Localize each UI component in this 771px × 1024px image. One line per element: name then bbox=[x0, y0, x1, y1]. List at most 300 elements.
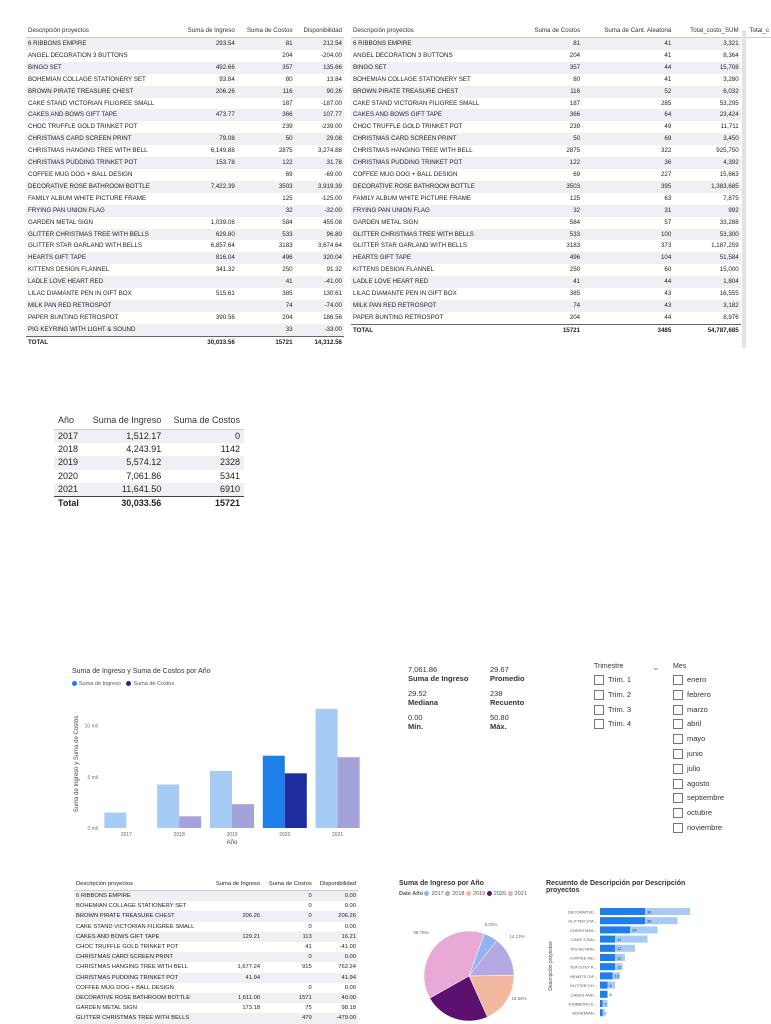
category-label: CAKES AND... bbox=[570, 992, 597, 998]
table-cell: 43 bbox=[582, 300, 673, 312]
table-row[interactable] bbox=[351, 50, 771, 62]
bar-value bbox=[600, 926, 630, 933]
column-header[interactable]: Suma de Cant. Aleatoria bbox=[582, 24, 673, 38]
checkbox[interactable] bbox=[673, 675, 683, 685]
pie-legend-dot bbox=[487, 891, 492, 896]
table-row[interactable] bbox=[26, 288, 344, 300]
checkbox[interactable] bbox=[673, 764, 683, 774]
table-cell: 44 bbox=[664, 313, 672, 321]
table-row[interactable] bbox=[54, 470, 244, 483]
column-header[interactable]: Suma de Costos bbox=[262, 878, 314, 891]
bar-value bbox=[600, 908, 645, 915]
table-cell: COFFEE MUG DOG + BALL DESIGN bbox=[28, 170, 133, 178]
trimestre-option-label: Trim. 1 bbox=[608, 675, 632, 684]
category-label: CHRISTMAS... bbox=[570, 927, 597, 933]
table-cell: 357 bbox=[237, 62, 295, 74]
table-cell: LILAC DIAMANTE PEN IN GIFT BOX bbox=[28, 290, 132, 298]
table-row[interactable] bbox=[26, 217, 344, 229]
trimestre-option[interactable] bbox=[594, 703, 664, 718]
table-row[interactable] bbox=[26, 276, 344, 288]
table-cell bbox=[177, 121, 236, 133]
total-cell: 15721 bbox=[518, 324, 582, 338]
table-cell: 239 bbox=[282, 123, 293, 131]
mes-option-label: noviembre bbox=[687, 822, 723, 832]
table-cell: 41 bbox=[582, 38, 673, 50]
table-cell: 1,187,259 bbox=[711, 242, 739, 250]
table-row[interactable] bbox=[351, 264, 771, 276]
mes-option[interactable] bbox=[673, 791, 763, 806]
table-row[interactable] bbox=[351, 145, 771, 157]
kpi-value: 238 bbox=[490, 689, 503, 698]
table-row[interactable] bbox=[26, 157, 344, 169]
table-row[interactable] bbox=[74, 932, 358, 942]
table-row[interactable] bbox=[74, 962, 358, 972]
mes-option[interactable] bbox=[673, 821, 763, 836]
checkbox[interactable] bbox=[594, 675, 604, 685]
table-cell: CHOC TRUFFLE GOLD TRINKET POT bbox=[353, 123, 463, 131]
table-cell: 41 bbox=[518, 276, 582, 288]
table-row[interactable] bbox=[74, 911, 358, 921]
category-label: HEARTS GIF... bbox=[570, 973, 597, 979]
table-cell: 515.61 bbox=[215, 290, 235, 298]
table-cell: 6,032 bbox=[673, 86, 740, 98]
table-cell: MILK PAN RED RETROSPOT bbox=[351, 300, 518, 312]
table-row[interactable] bbox=[74, 993, 358, 1003]
table-cell: 107.77 bbox=[295, 109, 344, 121]
table-row[interactable] bbox=[54, 456, 244, 469]
table-cell: 0.00 bbox=[314, 891, 358, 902]
table-cell: 533 bbox=[237, 229, 295, 241]
table-cell: ANGEL DECORATION 3 BUTTONS bbox=[28, 51, 128, 59]
table-cell: 373 bbox=[660, 242, 672, 250]
category-label: CAKE STAN... bbox=[571, 937, 597, 943]
mes-option[interactable] bbox=[673, 732, 763, 747]
trimestre-option-label: Trim. 3 bbox=[608, 704, 632, 714]
column-header[interactable]: Descripción proyectos bbox=[74, 878, 209, 891]
ingreso-costos-header-row bbox=[26, 24, 344, 38]
table-cell bbox=[209, 901, 262, 911]
table-row[interactable] bbox=[26, 169, 344, 181]
table-row[interactable] bbox=[351, 300, 771, 312]
bar-costos-2021 bbox=[338, 757, 360, 828]
table-row[interactable] bbox=[26, 121, 344, 133]
table-row[interactable] bbox=[26, 181, 344, 193]
table-row[interactable] bbox=[26, 38, 344, 50]
table-row[interactable] bbox=[74, 1003, 358, 1013]
table-cell: 23,424 bbox=[673, 109, 740, 121]
table-cell: 3,182 bbox=[673, 300, 740, 312]
table-cell: 204 bbox=[282, 313, 293, 321]
column-header[interactable]: Disponibilidad bbox=[295, 24, 344, 38]
table-row[interactable] bbox=[26, 264, 344, 276]
count-bar-visual[interactable] bbox=[546, 880, 746, 1024]
table-cell: 2875 bbox=[278, 147, 293, 155]
table-cell: 7,422.39 bbox=[177, 181, 236, 193]
table-row[interactable] bbox=[351, 217, 771, 229]
column-header[interactable]: Año bbox=[54, 411, 84, 430]
year-summary-table[interactable] bbox=[54, 411, 244, 511]
pie-legend-dot bbox=[466, 891, 471, 896]
table-row[interactable] bbox=[351, 157, 771, 169]
table-row[interactable] bbox=[351, 276, 771, 288]
table-cell: FAMILY ALBUM WHITE PICTURE FRAME bbox=[353, 194, 472, 202]
table-cell: BOHEMIAN COLLAGE STATIONERY SET bbox=[353, 75, 471, 83]
table-cell: 13.84 bbox=[326, 75, 342, 83]
mes-option[interactable] bbox=[673, 688, 763, 703]
table-cell bbox=[177, 50, 236, 62]
bar-value bbox=[600, 936, 615, 943]
kpi-label: Máx. bbox=[490, 722, 507, 731]
table-cell: FRYING PAN UNION FLAG bbox=[26, 205, 177, 217]
table-cell: 1,512.17 bbox=[84, 430, 165, 444]
table-row[interactable] bbox=[351, 181, 771, 193]
mes-option[interactable] bbox=[673, 717, 763, 732]
category-label: DECORATIVE... bbox=[567, 909, 597, 915]
pie-legend-dot bbox=[508, 891, 513, 896]
table-row[interactable] bbox=[351, 86, 771, 98]
table-cell: CAKES AND BOWS GIFT TAPE bbox=[74, 932, 209, 942]
bar-value bbox=[600, 972, 613, 979]
mes-slicer[interactable] bbox=[673, 663, 763, 836]
mes-option[interactable] bbox=[673, 762, 763, 777]
x-tick-label: 2021 bbox=[332, 832, 344, 838]
table-cell: -187.00 bbox=[321, 99, 342, 107]
table-row[interactable] bbox=[351, 229, 771, 241]
table-row[interactable] bbox=[74, 942, 358, 952]
column-header[interactable]: Disponibilidad bbox=[314, 878, 358, 891]
costos-cantidad-header-row bbox=[351, 24, 771, 38]
table-cell: 473.77 bbox=[177, 109, 236, 121]
table-row[interactable] bbox=[351, 38, 771, 50]
pie-chart-visual[interactable] bbox=[399, 880, 539, 1024]
kpi-label: Mín. bbox=[408, 722, 423, 731]
table-scrollbar[interactable] bbox=[742, 30, 746, 348]
table-cell: 69 bbox=[582, 133, 673, 145]
column-header[interactable]: Suma de Ingreso bbox=[84, 411, 165, 430]
table-row[interactable] bbox=[351, 133, 771, 145]
kpi-card bbox=[408, 665, 588, 745]
table-cell: 41 bbox=[305, 944, 312, 951]
table-cell: 186.56 bbox=[323, 313, 342, 321]
table-cell: GARDEN METAL SIGN bbox=[28, 218, 93, 226]
column-header[interactable]: Total_c bbox=[741, 24, 771, 38]
table-cell: 357 bbox=[518, 62, 582, 74]
table-cell: 135.66 bbox=[295, 62, 344, 74]
mes-option-label: julio bbox=[687, 763, 701, 773]
table-cell: 113 bbox=[262, 932, 314, 942]
table-cell: 227 bbox=[660, 170, 672, 178]
checkbox[interactable] bbox=[594, 690, 604, 700]
table-cell: 2019 bbox=[54, 456, 84, 469]
table-cell: CAKE STAND VICTORIAN FILIGREE SMALL bbox=[76, 923, 195, 930]
y-axis-title: Suma de Ingreso y Suma de Costos bbox=[74, 715, 80, 813]
table-cell: 81 bbox=[237, 38, 295, 50]
trimestre-option[interactable] bbox=[594, 717, 664, 732]
mes-option-label: agosto bbox=[687, 778, 710, 788]
table-cell: 41 bbox=[664, 75, 672, 83]
table-cell: BINGO SET bbox=[351, 62, 518, 74]
checkbox[interactable] bbox=[673, 690, 683, 700]
table-row[interactable] bbox=[351, 288, 771, 300]
table-cell: 11,641.50 bbox=[84, 483, 165, 497]
bar-value bbox=[600, 963, 615, 970]
table-row[interactable] bbox=[26, 193, 344, 205]
bar-value bbox=[600, 1009, 603, 1016]
table-cell: -32.00 bbox=[295, 205, 344, 217]
trimestre-option[interactable] bbox=[594, 688, 664, 703]
column-header[interactable]: Suma de Ingreso bbox=[177, 24, 236, 38]
filtered-projects-table[interactable] bbox=[74, 878, 358, 1024]
table-row[interactable] bbox=[54, 430, 244, 444]
column-header[interactable]: Descripción proyectos bbox=[26, 24, 177, 38]
table-cell: CHRISTMAS PUDDING TRINKET POT bbox=[74, 973, 209, 983]
table-cell: 116 bbox=[518, 86, 582, 98]
table-cell: 584 bbox=[569, 218, 581, 226]
table-cell: 1,677.24 bbox=[237, 964, 261, 971]
table-row[interactable] bbox=[351, 205, 771, 217]
ingreso-costos-table[interactable] bbox=[26, 24, 344, 350]
table-row[interactable] bbox=[26, 252, 344, 264]
table-row[interactable] bbox=[26, 50, 344, 62]
category-label: PIG KEYRIN... bbox=[570, 946, 597, 952]
table-cell: 0 bbox=[308, 903, 312, 910]
table-cell: 250 bbox=[282, 266, 293, 274]
table-cell: LADLE LOVE HEART RED bbox=[351, 276, 518, 288]
table-row[interactable] bbox=[54, 483, 244, 497]
column-header[interactable]: Total_costo_SUM bbox=[673, 24, 740, 38]
table-cell: 2018 bbox=[58, 444, 79, 455]
table-cell: 41.94 bbox=[209, 973, 262, 983]
mes-option[interactable] bbox=[673, 806, 763, 821]
column-header[interactable]: Suma de Costos bbox=[237, 24, 295, 38]
count-bar-svg bbox=[546, 906, 746, 1024]
table-cell: HEARTS GIFT TAPE bbox=[351, 252, 518, 264]
table-row[interactable] bbox=[351, 109, 771, 121]
x-tick-label: 2018 bbox=[173, 832, 185, 838]
table-cell: 0.00 bbox=[344, 923, 356, 930]
mes-option[interactable] bbox=[673, 777, 763, 792]
table-cell: 3,919.39 bbox=[295, 181, 344, 193]
table-cell: GLITTER CHRISTMAS TREE WITH BELLS bbox=[351, 229, 518, 241]
table-row[interactable] bbox=[74, 983, 358, 993]
table-row[interactable] bbox=[351, 121, 771, 133]
table-row[interactable] bbox=[26, 240, 344, 252]
table-row[interactable] bbox=[351, 252, 771, 264]
checkbox[interactable] bbox=[594, 719, 604, 729]
table-cell: -41.00 bbox=[339, 944, 356, 951]
chevron-down-icon[interactable]: ⌄ bbox=[652, 662, 660, 672]
table-cell bbox=[177, 98, 236, 110]
table-row[interactable] bbox=[26, 229, 344, 241]
table-cell: 4,392 bbox=[673, 157, 740, 169]
table-row[interactable] bbox=[26, 74, 344, 86]
trimestre-option[interactable] bbox=[594, 673, 664, 688]
table-row[interactable] bbox=[74, 901, 358, 911]
count-chart-title: Recuento de Descripción por Descripción proyectos bbox=[546, 880, 686, 894]
table-cell: 122 bbox=[237, 157, 295, 169]
table-row[interactable] bbox=[26, 62, 344, 74]
table-cell: COFFEE MUG DOG + BALL DESIGN bbox=[76, 984, 174, 991]
mes-option-label: marzo bbox=[687, 704, 708, 714]
table-cell: 925,750 bbox=[716, 147, 739, 155]
pie-chart-title: Suma de Ingreso por Año bbox=[399, 880, 484, 887]
table-row[interactable] bbox=[26, 300, 344, 312]
category-label: TEA COSY R... bbox=[569, 964, 597, 970]
y-tick-label: 0 mil bbox=[87, 826, 98, 832]
checkbox[interactable] bbox=[673, 749, 683, 759]
table-cell: ANGEL DECORATION 3 BUTTONS bbox=[353, 51, 453, 59]
bar-chart-svg bbox=[72, 692, 372, 857]
table-cell: 385 bbox=[569, 290, 581, 298]
table-row[interactable] bbox=[26, 324, 344, 336]
table-cell: 341.32 bbox=[215, 266, 235, 274]
column-header[interactable]: Suma de Ingreso bbox=[209, 878, 262, 891]
table-cell: 629.80 bbox=[177, 229, 236, 241]
pie-legend-dot bbox=[445, 891, 450, 896]
costos-table-viewport[interactable] bbox=[351, 24, 769, 350]
table-cell: 130.61 bbox=[323, 290, 342, 298]
total-cell: 54,787,685 bbox=[673, 324, 740, 338]
bar-value bbox=[600, 991, 608, 998]
table-cell: PAPER BUNTING RETROSPOT bbox=[28, 313, 119, 321]
bar-value bbox=[600, 945, 615, 952]
table-cell: -239.00 bbox=[321, 123, 342, 131]
column-header[interactable]: Descripción proyectos bbox=[351, 24, 518, 38]
checkbox[interactable] bbox=[673, 719, 683, 729]
table-row[interactable] bbox=[74, 952, 358, 962]
mes-option[interactable] bbox=[673, 673, 763, 688]
kpi-mín- bbox=[408, 713, 423, 731]
table-cell: CHRISTMAS HANGING TREE WITH BELL bbox=[76, 964, 188, 971]
table-row[interactable] bbox=[74, 973, 358, 983]
table-cell: 32 bbox=[518, 205, 582, 217]
table-row[interactable] bbox=[351, 62, 771, 74]
table-row[interactable] bbox=[351, 193, 771, 205]
table-cell: CHRISTMAS PUDDING TRINKET POT bbox=[26, 157, 177, 169]
bar-chart-visual[interactable] bbox=[72, 668, 372, 858]
table-cell: CHRISTMAS CARD SCREEN PRINT bbox=[351, 133, 518, 145]
table-cell: 7,875 bbox=[723, 194, 739, 202]
table-cell bbox=[209, 922, 262, 932]
table-cell: 50 bbox=[237, 133, 295, 145]
table-cell: 1142 bbox=[220, 444, 240, 455]
table-row[interactable] bbox=[351, 240, 771, 252]
table-cell: 81 bbox=[518, 38, 582, 50]
data-label: 2 bbox=[604, 1010, 607, 1016]
y-axis-title: Descripción proyectos bbox=[548, 941, 554, 991]
checkbox[interactable] bbox=[673, 779, 683, 789]
table-cell: 204 bbox=[282, 51, 293, 59]
table-cell: 33 bbox=[237, 324, 295, 336]
table-cell: 455.08 bbox=[323, 218, 342, 226]
total-cell: TOTAL bbox=[26, 336, 177, 350]
pie-legend-label: 2020 bbox=[493, 891, 508, 897]
data-label: 6 bbox=[609, 992, 612, 998]
table-row[interactable] bbox=[26, 98, 344, 110]
checkbox[interactable] bbox=[673, 823, 683, 833]
table-cell: 91.32 bbox=[326, 266, 342, 274]
table-cell bbox=[177, 276, 236, 288]
data-label: 12 bbox=[617, 946, 622, 952]
table-cell: -33.00 bbox=[295, 324, 344, 336]
checkbox[interactable] bbox=[594, 705, 604, 715]
table-row[interactable] bbox=[26, 205, 344, 217]
checkbox[interactable] bbox=[673, 793, 683, 803]
y-tick-label: 10 mil bbox=[84, 723, 98, 730]
legend-dot-costos bbox=[126, 681, 131, 686]
table-row[interactable] bbox=[26, 109, 344, 121]
checkbox[interactable] bbox=[673, 808, 683, 818]
table-row[interactable] bbox=[351, 312, 771, 324]
table-row[interactable] bbox=[26, 86, 344, 98]
checkbox[interactable] bbox=[673, 705, 683, 715]
bar-costos-2020 bbox=[285, 773, 307, 828]
x-tick-label: 2019 bbox=[226, 832, 238, 838]
table-cell: CHOC TRUFFLE GOLD TRINKET POT bbox=[28, 123, 138, 131]
table-cell: 293.54 bbox=[177, 38, 236, 50]
bar-ingreso-2018 bbox=[157, 785, 179, 828]
table-cell: 204 bbox=[569, 313, 581, 321]
column-header[interactable]: Suma de Costos bbox=[518, 24, 582, 38]
table-row[interactable] bbox=[351, 169, 771, 181]
table-cell: 3503 bbox=[518, 181, 582, 193]
table-cell: KITTENS DESIGN FLANNEL bbox=[353, 266, 435, 274]
bar-ingreso-2021 bbox=[316, 709, 338, 828]
kpi-value: 29.52 bbox=[408, 689, 427, 698]
table-cell: 3,274.88 bbox=[317, 147, 342, 155]
x-tick-label: 2020 bbox=[279, 832, 291, 838]
bar-ingreso-2019 bbox=[210, 771, 232, 828]
table-row[interactable] bbox=[54, 443, 244, 456]
total-row bbox=[54, 497, 244, 512]
pie-legend-label: 2019 bbox=[473, 891, 487, 897]
year-summary-header-row bbox=[54, 411, 244, 430]
table-row[interactable] bbox=[74, 891, 358, 902]
table-cell: 75 bbox=[305, 1005, 312, 1012]
table-row[interactable] bbox=[351, 74, 771, 86]
table-cell: 1,611.00 bbox=[209, 993, 262, 1003]
table-cell: 0 bbox=[308, 984, 312, 991]
table-cell: 90.26 bbox=[295, 86, 344, 98]
table-cell: 69 bbox=[285, 170, 293, 178]
table-cell: COFFEE MUG DOG + BALL DESIGN bbox=[353, 170, 458, 178]
table-cell: 125 bbox=[282, 194, 293, 202]
table-cell: 206.26 bbox=[209, 911, 262, 921]
table-cell: 15,708 bbox=[673, 62, 740, 74]
trimestre-slicer[interactable] bbox=[594, 663, 664, 732]
data-label: 36 bbox=[647, 918, 652, 924]
total-cell: 15721 bbox=[165, 497, 244, 512]
table-row[interactable] bbox=[26, 145, 344, 157]
data-label: 24 bbox=[632, 927, 637, 933]
mes-option[interactable] bbox=[673, 703, 763, 718]
table-row[interactable] bbox=[74, 922, 358, 932]
pie-legend-label: 2021 bbox=[514, 891, 527, 897]
kpi-value: 7,061.86 bbox=[408, 665, 438, 674]
table-row[interactable] bbox=[26, 312, 344, 324]
checkbox[interactable] bbox=[673, 734, 683, 744]
table-row[interactable] bbox=[351, 98, 771, 110]
table-cell: 285 bbox=[660, 99, 672, 107]
data-label: 36 bbox=[647, 909, 652, 915]
bar-chart-legend bbox=[72, 681, 372, 687]
column-header[interactable]: Suma de Costos bbox=[165, 411, 244, 430]
costos-cantidad-table[interactable] bbox=[351, 24, 771, 338]
mes-option[interactable] bbox=[673, 747, 763, 762]
table-row[interactable] bbox=[74, 1013, 358, 1023]
table-row[interactable] bbox=[26, 133, 344, 145]
total-cell: 30,033.56 bbox=[84, 497, 165, 512]
